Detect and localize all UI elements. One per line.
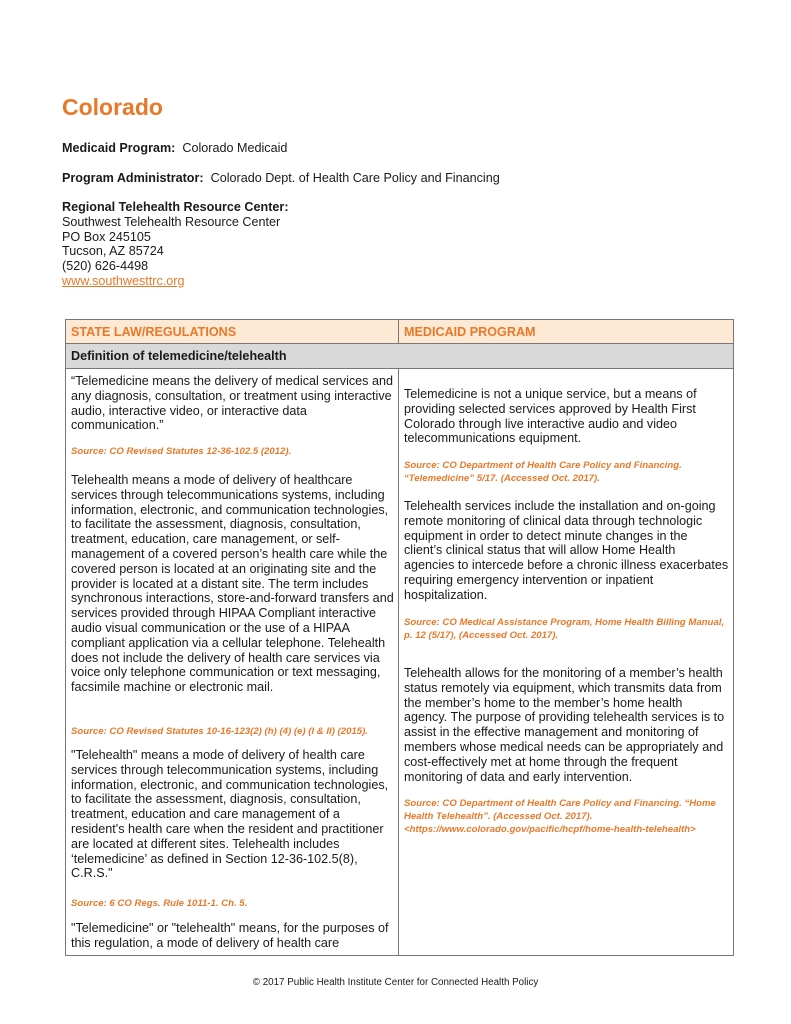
law-paragraph: "Telemedicine" or "telehealth" means, for the purposes of this regulation, a mode of delivery of health care [71,921,389,950]
medicaid-source: Source: CO Department of Health Care Policy and Financing. “Telemedicine” 5/17. (Accessed Oct. 2017). [404,460,682,484]
section-definition: Definition of telemedicine/telehealth [66,344,734,369]
law-paragraph: "Telehealth" means a mode of delivery of health care services through telecommunication systems, including information, electronic, and communication technologies, to facilitate the assessment, diagnosis, consultation, treatment, education and care management of a resident's health care when the resident and practitioner are located at different sites. Telehealth includes ‘telemedicine’ as defined in Section 12-36-102.5(8), C.R.S." [71,748,389,881]
program-administrator-value: Colorado Dept. of Health Care Policy and Financing [210,171,500,185]
rtrc-address1: PO Box 245105 [62,229,151,244]
telehealth-table [65,319,734,956]
state-law-cell [66,369,399,956]
rtrc-label: Regional Telehealth Resource Center: [62,200,289,214]
medicaid-source: Source: CO Medical Assistance Program, Home Health Billing Manual, p. 12 (5/17), (Accessed Oct. 2017). [404,617,725,641]
rtrc-phone: (520) 626-4498 [62,259,149,274]
medicaid-paragraph: Telemedicine is not a unique service, but a means of providing selected services approved by Health First Colorado through live interactive audio and video telecommunications equipment. [404,387,697,446]
footer-copyright: © 2017 Public Health Institute Center for Connected Health Policy [252,977,539,988]
medicaid-program-value: Colorado Medicaid [182,141,288,155]
medicaid-source: Source: CO Department of Health Care Policy and Financing. “Home Health Telehealth”. (Accessed Oct. 2017). <https://www.colorado.gov/pacific/hcpf/home-health-telehealth> [404,798,716,835]
law-paragraph: Telehealth means a mode of delivery of healthcare services through telecommunications systems, including information, electronic, and communication technologies, to facilitate the assessment, diagnosis, consultation, treatment, education, care management, or self-management of a covered person’s health care while the covered person is located at an originating site and the provider is located at a distant site. The term includes synchronous interactions, store-and-forward transfers and services provided through HIPAA Compliant interactive audio visual communication or the use of a HIPAA compliant application via a cellular telephone. Telehealth does not include the delivery of health care services via voice only telephone communication or text messaging, facsimile machine or electronic mail. [71,473,394,695]
medicaid-program [62,141,287,155]
rtrc-address2: Tucson, AZ 85724 [62,244,164,259]
page-title: Colorado [62,94,163,120]
rtrc-name: Southwest Telehealth Resource Center [62,214,281,229]
program-administrator [62,171,500,185]
medicaid-paragraph: Telehealth services include the installation and on-going remote monitoring of clinical data through technologic equipment in order to detect minute changes in the client’s clinical status that will allow Home Health agencies to intercede before a chronic illness exacerbates requiring emergency intervention or inpatient hospitalization. [404,499,729,602]
law-source: Source: 6 CO Regs. Rule 1011-1. Ch. 5. [71,898,248,909]
program-administrator-label: Program Administrator: [62,171,204,185]
medicaid-program-label: Medicaid Program: [62,141,176,155]
header-state-law: STATE LAW/REGULATIONS [66,320,399,344]
medicaid-program-cell [399,369,734,956]
law-source: Source: CO Revised Statutes 12-36-102.5 (2012). [71,446,292,457]
law-source: Source: CO Revised Statutes 10-16-123(2) (h) (4) (e) (I & II) (2015). [71,726,368,737]
header-medicaid-program: MEDICAID PROGRAM [399,320,734,344]
medicaid-paragraph: Telehealth allows for the monitoring of a member’s health status remotely via equipment, which transmits data from the member’s home to the member’s home health agency. The purpose of providing telehealth services is to assist in the effective management and monitoring of members whose medical needs can be appropriately and cost-effectively met at home through the frequent monitoring of data and early intervention. [404,666,725,784]
rtrc-website-link[interactable]: www.southwesttrc.org [62,273,185,288]
law-paragraph: “Telemedicine means the delivery of medical services and any diagnosis, consultation, or treatment using interactive audio, interactive video, or interactive data communication.” [71,374,393,433]
resource-center [62,200,289,289]
